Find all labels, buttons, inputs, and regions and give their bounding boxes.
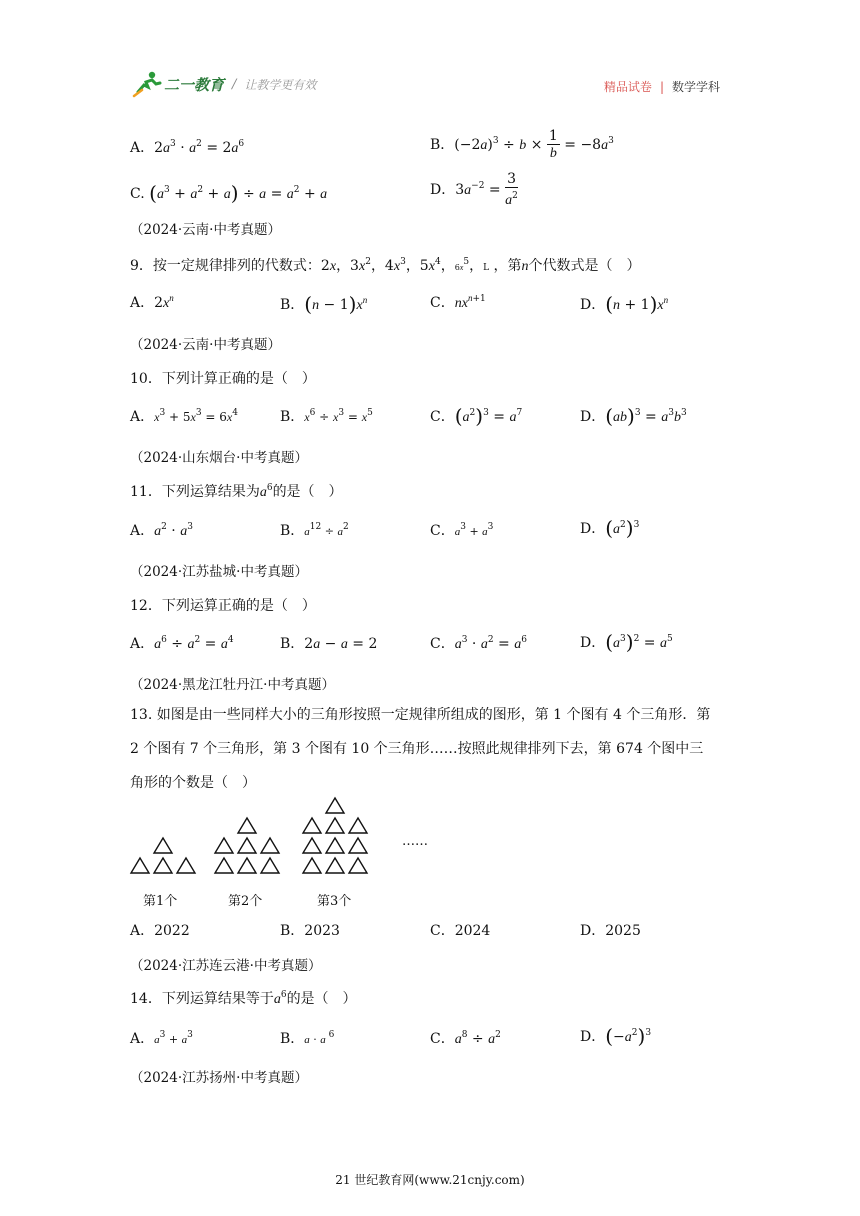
q13-option-a: A．2022	[130, 923, 190, 939]
fig3-label: 第3个	[317, 894, 352, 909]
q13-triangle-figures	[128, 795, 448, 880]
q8-option-b: B．$(-2a)^3 \div b$ × $\frac{1}{b}$ = $-8a^3$	[430, 128, 614, 161]
fig3-triangle	[303, 818, 321, 833]
q11-option-b: B．$a^{12} \div a^2$	[280, 522, 349, 539]
q9-stem: 9．按一定规律排列的代数式：2x，$3x^2$，$4x^3$，$5x^4$，$6x^5$，L ，第n个代数式是（ ）	[130, 257, 641, 274]
q12-option-c: C．$a^3 \cdot a^2 = a^6$	[430, 635, 527, 652]
header-separator: |	[659, 79, 664, 94]
q14-option-a: A．$a^3 + a^3$	[130, 1030, 193, 1047]
logo	[132, 70, 316, 98]
fig2-label: 第2个	[228, 894, 263, 909]
fig3-triangle	[349, 858, 367, 873]
q10-option-c: C．$(a^2)^3 = a^7$	[430, 404, 523, 428]
logo-slogan: 让教学更有效	[244, 77, 317, 92]
fig3-triangle	[349, 818, 367, 833]
fig1-triangle	[131, 858, 149, 873]
source-q10: （2024·云南·中考真题）	[130, 337, 281, 353]
q12-option-b: B．2a − a = 2	[280, 636, 378, 652]
fig2-triangle	[215, 838, 233, 853]
q11-stem: 11．下列运算结果为$a^6$的是（ ）	[130, 483, 343, 500]
q10-stem: 10．下列计算正确的是（ ）	[130, 371, 316, 387]
fig3-triangle	[303, 838, 321, 853]
fig2-triangle	[238, 818, 256, 833]
fig1-triangle	[177, 858, 195, 873]
q10-option-b: B．$x^6 \div x^3 = x^5$	[280, 408, 373, 425]
q8-option-a: A．$2a^3 \cdot a^2 = 2a^6$	[130, 139, 245, 156]
fig2-triangle	[238, 838, 256, 853]
fig3-triangle	[303, 858, 321, 873]
page-footer: 21 世纪教育网(www.21cnjy.com)	[335, 1173, 525, 1187]
q9-option-a: A．$2x^n$	[130, 293, 174, 311]
source-q12: （2024·江苏盐城·中考真题）	[130, 564, 308, 580]
q8-option-c: C. $(a^3 + a^2 + a) \div a = a^2 + a$	[130, 181, 328, 205]
q12-stem: 12．下列运算正确的是（ ）	[130, 598, 316, 614]
fig1-triangle	[154, 838, 172, 853]
q11-option-c: C．$a^3 + a^3$	[430, 522, 494, 539]
logo-divider: /	[232, 76, 237, 92]
q13-stem: 13. 如图是由一些同样大小的三角形按照一定规律所组成的图形，第 1 个图有 4 个三角形．第 2 个图有 7 个三角形，第 3 个图有 10 个三角形……按照此规律排列下去，第 674 个图中三 角形的个数是（ ）	[130, 707, 711, 791]
source-q9: （2024·云南·中考真题）	[130, 222, 281, 238]
fig2-triangle	[261, 858, 279, 873]
q9-option-d: D．$(n + 1)x^n$	[580, 292, 669, 316]
q14-option-d: D．$(-a^2)^3$	[580, 1024, 652, 1048]
q14-stem: 14．下列运算结果等于$a^6$的是（ ）	[130, 990, 357, 1007]
logo-text: 二一教育	[164, 75, 225, 94]
fig3-triangle	[326, 838, 344, 853]
fig3-triangle	[326, 858, 344, 873]
fig1-triangle	[154, 858, 172, 873]
q14-option-b: B．a · a $^6$	[280, 1030, 335, 1047]
fig3-triangle	[349, 838, 367, 853]
fig1-label: 第1个	[143, 894, 178, 909]
q9-option-c: C．$nx^{n+1}$	[430, 293, 486, 311]
q10-option-a: A．$x^3 + 5x^3 = 6x^4$	[130, 408, 238, 425]
runner-logo-icon	[132, 70, 162, 98]
fig3-triangle	[326, 818, 344, 833]
q12-option-a: A．$a^6 \div a^2 = a^4$	[130, 635, 234, 652]
q8-option-d: D．$3a^{-2}$ = $\frac{3}{a^2}$	[430, 171, 518, 208]
q13-option-c: C．2024	[430, 923, 491, 939]
fig3-triangle	[326, 798, 344, 813]
header-subject: 数学学科	[671, 80, 720, 94]
fig2-triangle	[215, 858, 233, 873]
header-right	[604, 78, 720, 95]
fig2-triangle	[261, 838, 279, 853]
header-brand: 精品试卷	[603, 80, 652, 94]
q11-option-a: A．$a^2 \cdot a^3$	[130, 522, 193, 539]
q11-option-d: D．$(a^2)^3$	[580, 516, 640, 540]
fig2-triangle	[238, 858, 256, 873]
source-q14: （2024·江苏连云港·中考真题）	[130, 958, 322, 974]
q13-option-d: D．2025	[580, 923, 641, 939]
q12-option-d: D．$(a^3)^2 = a^5$	[580, 630, 673, 654]
q9-option-b: B．$(n - 1)x^n$	[280, 292, 368, 316]
source-q15: （2024·江苏扬州·中考真题）	[130, 1070, 308, 1086]
q13-option-b: B．2023	[280, 923, 340, 939]
q14-option-c: C．$a^8 \div a^2$	[430, 1030, 501, 1047]
source-q13: （2024·黑龙江牡丹江·中考真题）	[130, 677, 335, 693]
source-q11: （2024·山东烟台·中考真题）	[130, 450, 308, 466]
ellipsis: ……	[402, 834, 428, 849]
q10-option-d: D．$(ab)^3 = a^3b^3$	[580, 404, 687, 428]
page-header	[132, 62, 732, 114]
